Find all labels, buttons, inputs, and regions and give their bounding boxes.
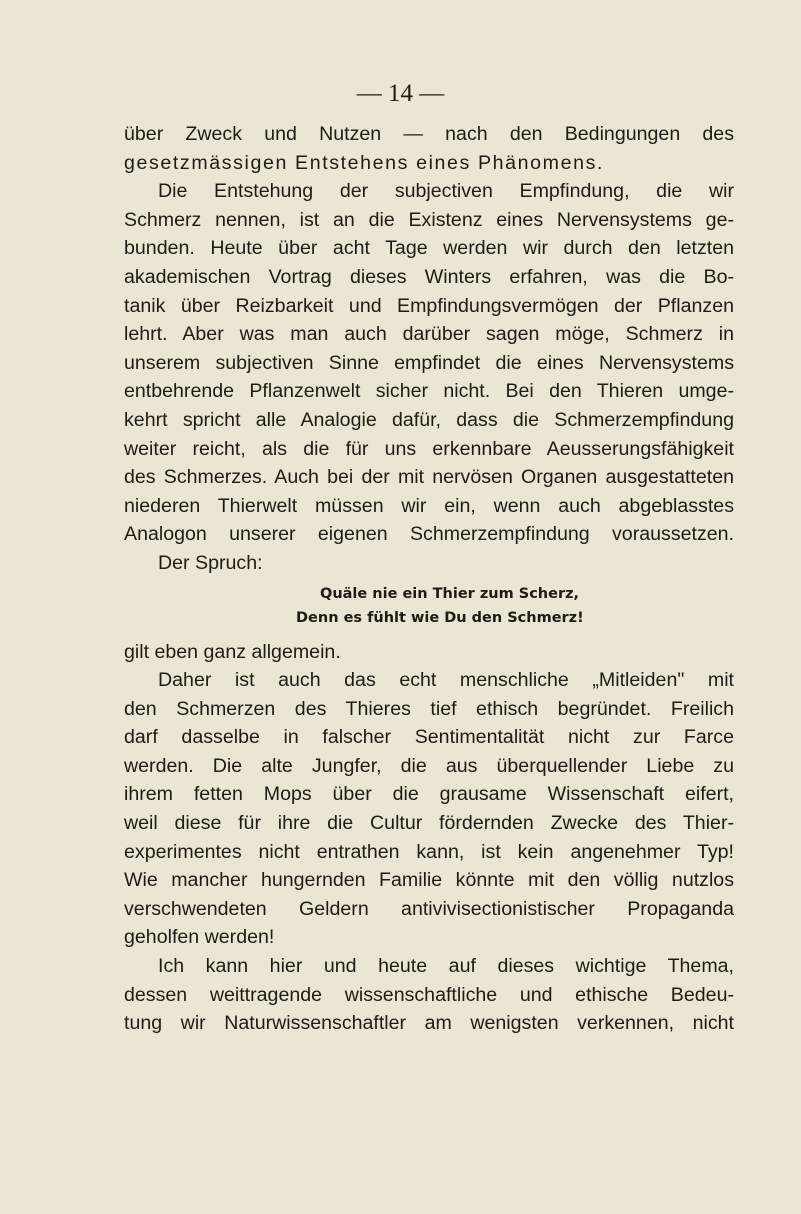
paragraph-3	[124, 666, 734, 952]
text-line: kehrt spricht alle Analogie dafür, dass die Schmerzempfindung	[124, 408, 734, 431]
paragraph-4	[124, 952, 734, 1038]
text-line: verschwendeten Geldern antivivisectionistischer Propaganda	[124, 897, 734, 920]
body-text	[124, 120, 734, 1038]
text-line: weiter reicht, als die für uns erkennbare Aeusserungsfähigkeit	[124, 437, 734, 460]
text-line: entbehrende Pflanzenwelt sicher nicht. Bei den Thieren umge-	[124, 380, 734, 403]
text-line: tanik über Reizbarkeit und Empfindungsvermögen der Pflanzen	[124, 294, 734, 317]
text-line: dessen weittragende wissenschaftliche und ethische Bedeu-	[124, 983, 734, 1006]
text-line: Der Spruch:	[158, 551, 263, 574]
text-line: Analogon unserer eigenen Schmerzempfindung voraussetzen.	[124, 523, 734, 546]
verse-quote	[124, 582, 734, 630]
text-line: akademischen Vortrag dieses Winters erfahren, was die Bo-	[124, 265, 734, 288]
text-line: darf dasselbe in falscher Sentimentalität nicht zur Farce	[124, 726, 734, 749]
text-line: den Schmerzen des Thieres tief ethisch begründet. Freilich	[124, 697, 734, 720]
verse-line: Denn es fühlt wie Du den Schmerz!	[296, 609, 584, 626]
text-line: experimentes nicht entrathen kann, ist kein angenehmer Typ!	[124, 840, 734, 863]
text-line: Die Entstehung der subjectiven Empfindung, die wir	[158, 180, 734, 203]
text-line: bunden. Heute über acht Tage werden wir durch den letzten	[124, 237, 734, 260]
text-line: Ich kann hier und heute auf dieses wichtige Thema,	[158, 955, 734, 978]
text-line: niederen Thierwelt müssen wir ein, wenn auch abgeblasstes	[124, 494, 734, 517]
text-line: gesetzmässigen Entstehens eines Phänomens.	[124, 151, 605, 174]
text-line: tung wir Naturwissenschaftler am wenigsten verkennen, nicht	[124, 1012, 734, 1035]
paragraph-2	[124, 177, 734, 577]
text-line: geholfen werden!	[124, 926, 275, 949]
text-line: ihrem fetten Mops über die grausame Wissenschaft eifert,	[124, 783, 734, 806]
text-line: Daher ist auch das echt menschliche „Mitleiden" mit	[158, 669, 734, 692]
text-line: Schmerz nennen, ist an die Existenz eines Nervensystems ge-	[124, 208, 734, 231]
text-line: gilt eben ganz allgemein.	[124, 640, 341, 663]
paragraph-1	[124, 120, 734, 177]
text-line: unserem subjectiven Sinne empfindet die eines Nervensystems	[124, 351, 734, 374]
text-line: lehrt. Aber was man auch darüber sagen möge, Schmerz in	[124, 323, 734, 346]
text-line: des Schmerzes. Auch bei der mit nervösen Organen ausgestatteten	[124, 466, 734, 489]
verse-line: Quäle nie ein Thier zum Scherz,	[320, 585, 580, 602]
text-line: Wie mancher hungernden Familie könnte mit den völlig nutzlos	[124, 869, 734, 892]
text-line: weil diese für ihre die Cultur fördernden Zwecke des Thier-	[124, 812, 734, 835]
text-line: werden. Die alte Jungfer, die aus überquellender Liebe zu	[124, 754, 734, 777]
page-number: — 14 —	[356, 80, 445, 107]
text-line: über Zweck und Nutzen — nach den Bedingungen des	[124, 123, 734, 145]
